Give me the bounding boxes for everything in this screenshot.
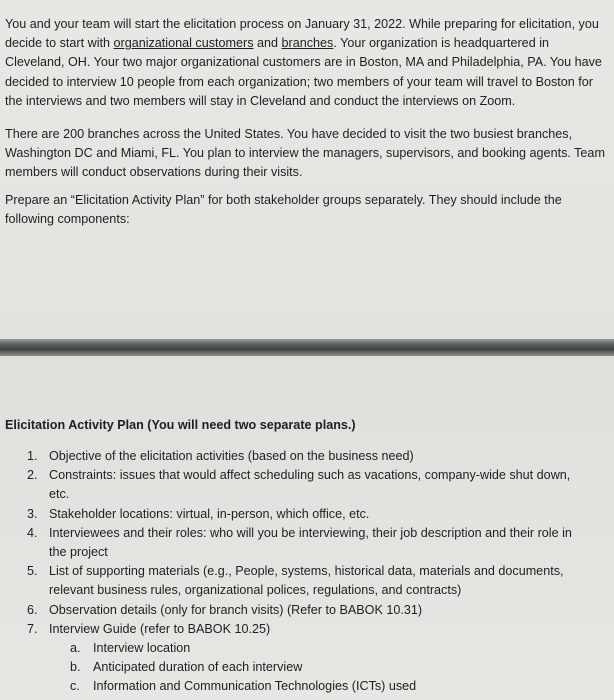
sub-list-letter: b.	[70, 660, 81, 675]
components-list	[0, 447, 614, 697]
list-number: 2.	[27, 468, 38, 483]
list-item-text: Constraints: issues that would affect scheduling such as vacations, company-wide shut down, etc.	[49, 468, 571, 502]
list-item	[0, 524, 614, 562]
list-number: 4.	[27, 525, 38, 540]
list-number: 6.	[27, 602, 38, 617]
list-item	[0, 620, 614, 639]
list-item	[0, 601, 614, 620]
list-item-text: Interviewees and their roles: who will you be interviewing, their job description and their role in the project	[49, 525, 572, 560]
list-item-text: List of supporting materials (e.g., People, systems, historical data, materials and documents, relevant business rules, organizational polices, regulations, and contracts)	[49, 564, 564, 598]
sub-list-text: Information and Communication Technologies (ICTs) used	[93, 679, 417, 694]
intro-text-c: . Your organization is headquartered in Cleveland, OH. Your two major organizational customers are in Boston, MA and Philadelphia, PA. You have decided to interview 10 people from each organization; two members of your team will travel to Boston for the interviews and two members will stay in Cleveland and conduct the interviews on Zoom.	[5, 36, 602, 108]
list-item	[0, 466, 614, 504]
list-item	[0, 505, 614, 524]
sub-list-item	[0, 677, 614, 696]
list-item-text: Stakeholder locations: virtual, in-person, which office, etc.	[49, 506, 370, 521]
list-item	[0, 562, 614, 600]
instructions-paragraph: Prepare an “Elicitation Activity Plan” for both stakeholder groups separately. They should include the following components:	[5, 193, 562, 227]
sub-list-letter: a.	[70, 641, 81, 656]
sub-list-item	[0, 658, 614, 677]
list-item	[0, 447, 614, 466]
plan-heading: Elicitation Activity Plan (You will need two separate plans.)	[5, 418, 356, 432]
sub-list-letter: c.	[70, 679, 80, 694]
sub-list-item	[0, 639, 614, 658]
sub-list-text: Anticipated duration of each interview	[93, 660, 303, 675]
intro-paragraph	[5, 15, 605, 111]
page-divider	[0, 339, 614, 356]
list-number: 3.	[27, 506, 38, 521]
intro-text-b: and	[253, 36, 282, 51]
branches-paragraph: There are 200 branches across the United States. You have decided to visit the two busiest branches, Washington DC and Miami, FL. You plan to interview the managers, supervisors, and booking agents. Team members will conduct observations during their visits.	[5, 127, 605, 180]
intro-text-a: You and your team will start the elicitation process on January 31, 2022. While preparing for elicitation, you decide to start with	[5, 17, 599, 51]
organizational-customers-term: organizational customers	[113, 36, 254, 51]
sub-list-text: Interview location	[93, 641, 191, 656]
list-number: 7.	[27, 621, 38, 636]
list-number: 1.	[27, 449, 38, 463]
branches-term: branches	[281, 36, 334, 51]
list-item-text: Objective of the elicitation activities (based on the business need)	[49, 449, 414, 463]
list-number: 5.	[27, 564, 38, 579]
list-item-text: Observation details (only for branch visits) (Refer to BABOK 10.31)	[49, 602, 423, 617]
list-item-text: Interview Guide (refer to BABOK 10.25)	[49, 621, 271, 636]
